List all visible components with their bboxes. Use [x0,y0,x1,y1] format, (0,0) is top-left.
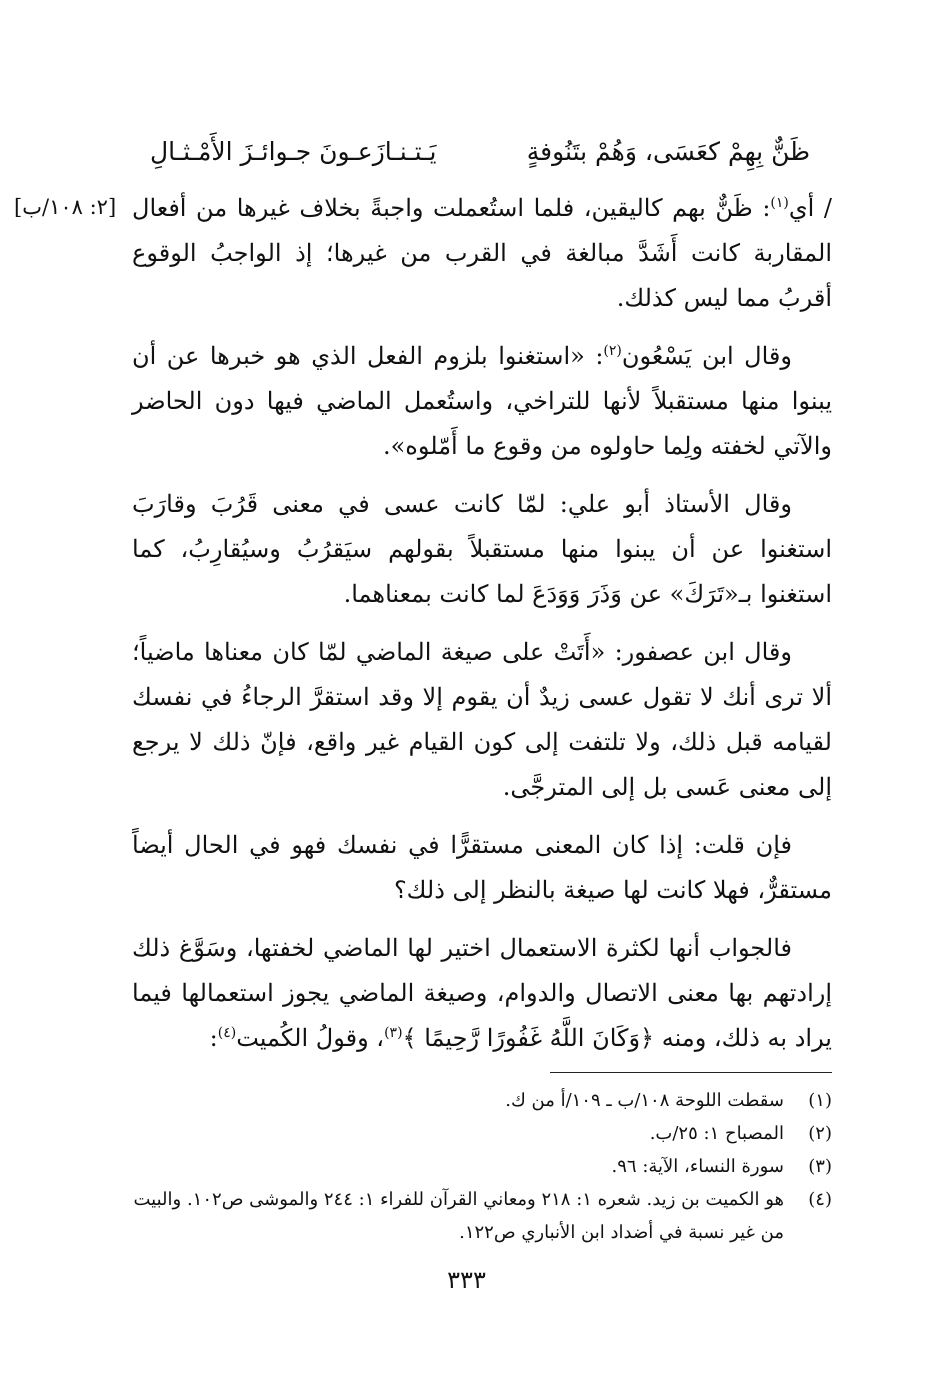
paragraph-text: وقال ابن عصفور: «أَتَتْ على صيغة الماضي لمّا كان معناها ماضياً؛ ألا ترى أنك لا تقول عسى زيدٌ أن يقوم إلا وقد استقرَّ الرجاءُ في نفسك لقيامه قبل ذلك، ولا تلتفت إلى كون القيام غير واقع، فإنّ ذلك لا يرجع إلى معنى عَسى بل إلى المترجَّى. [132,638,832,801]
paragraph-1 [132,186,832,321]
paragraph-text: / أي [788,194,832,222]
verse-second-hemistich: يَـتـنـازَعـونَ جـوائـزَ الأَمْـثـالِ [150,137,437,166]
footnote-separator [550,1072,832,1073]
footnote-number: (٢) [808,1123,832,1144]
paragraph-text: : ظَنٌّ بهم كاليقين، فلما استُعملت واجبةً بخلاف غيرها من أفعال المقاربة كانت أَشَدَّ مبالغة في القرب من غيرها؛ إذ الواجبُ الوقوع أقربُ مما ليس كذلك. [132,194,832,312]
footnote-text: سقطت اللوحة ١٠٨/ب ـ ١٠٩/أ من ك. [505,1090,784,1111]
footnote-text: هو الكميت بن زيد. شعره ١: ٢١٨ ومعاني القرآن للفراء ١: ٢٤٤ والموشى ص١٠٢. والبيت من غير نسبة في أضداد ابن الأنباري ص١٢٢. [133,1189,784,1243]
paragraph-3 [132,482,832,617]
footnotes [120,1084,832,1249]
poetry-verse [150,132,810,172]
footnote-item [120,1084,832,1117]
paragraph-5 [132,823,832,913]
footnote-item [120,1150,832,1183]
paragraph-text: فإن قلت: إذا كان المعنى مستقرًّا في نفسك فهو في الحال أيضاً مستقرٌّ، فهلا كانت لها صيغة بالنظر إلى ذلك؟ [132,831,832,904]
footnote-marker: (١) [770,195,789,211]
footnote-marker: (٢) [603,343,622,359]
footnote-marker: (٤) [217,1025,237,1041]
footnote-item [120,1117,832,1150]
paragraph-2 [132,334,832,469]
page-number: ٣٣٣ [447,1266,486,1294]
paragraph-text: وقال ابن يَسْعُون [621,342,792,370]
paragraph-text: : «استغنوا بلزوم الفعل الذي هو خبرها عن أن يبنوا منها مستقبلاً لأنها للتراخي، واستُعمل الماضي فيها دون الحاضر والآتي لخفته ولِما حاولوه من وقوع ما أَمّلوه». [132,342,832,460]
footnote-marker: (٣) [384,1025,403,1041]
footnote-item [120,1183,832,1249]
paragraph-text: ، وقولُ الكُميت [236,1024,385,1052]
paragraph-6 [132,926,832,1061]
verse-first-hemistich: ظَنٌّ بِهِمْ كعَسَى، وَهُمْ بتَنُوفةٍ [526,137,810,166]
paragraph-text: : [209,1024,218,1052]
footnote-number: (٤) [808,1189,832,1210]
manuscript-folio-reference: [٢: ١٠٨/ب] [14,195,117,219]
paragraph-text: فالجواب أنها لكثرة الاستعمال اختير لها الماضي لخفتها، وسَوَّغ ذلك إرادتهم بها معنى الاتصال والدوام، وصيغة الماضي يجوز استعمالها فيما يراد به ذلك، ومنه ﴿وَكَانَ اللَّهُ غَفُورًا رَّحِيمًا ﴾ [132,934,832,1052]
footnote-number: (٣) [808,1156,832,1177]
footnote-text: سورة النساء، الآية: ٩٦. [611,1156,784,1177]
footnote-text: المصباح ١: ٢٥/ب. [649,1123,784,1144]
main-text [132,186,832,1074]
footnote-number: (١) [808,1090,832,1111]
paragraph-4 [132,630,832,810]
paragraph-text: وقال الأستاذ أبو علي: لمّا كانت عسى في معنى قَرُبَ وقارَبَ استغنوا عن أن يبنوا منها مستقبلاً بقولهم سيَقرُبُ وسيُقارِبُ، كما استغنوا بـ«تَرَكَ» عن وَذَرَ وَوَدَعَ لما كانت بمعناهما. [132,490,832,608]
